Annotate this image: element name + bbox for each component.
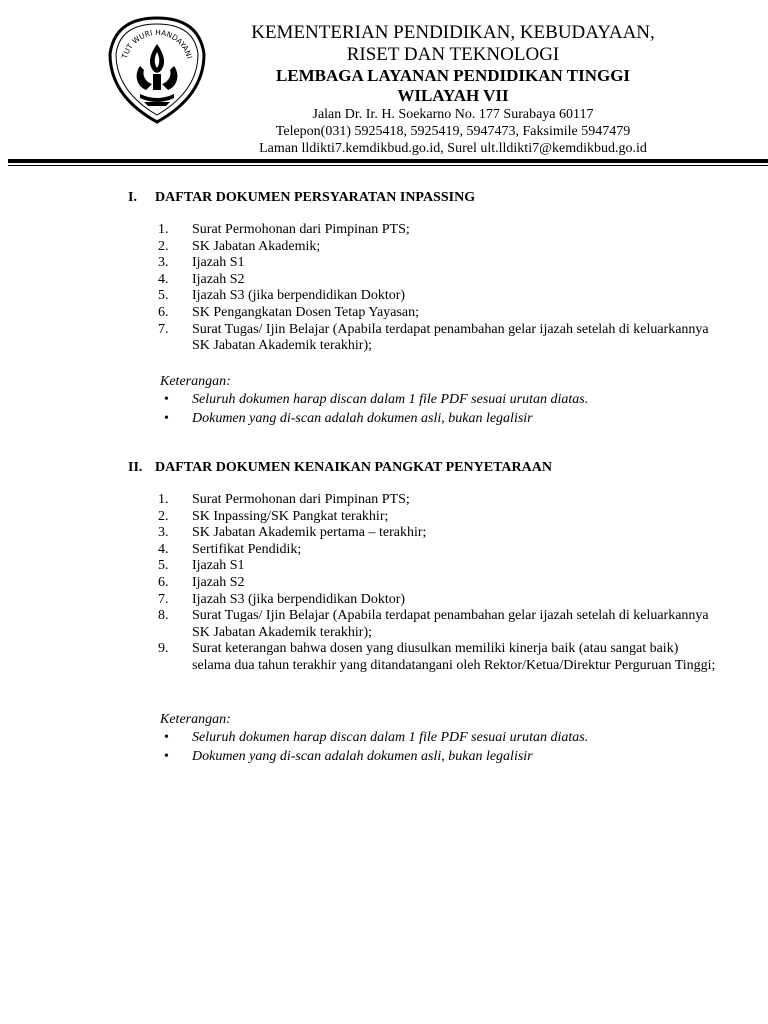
list-item (158, 509, 718, 526)
item-number: 8. (158, 608, 169, 624)
list-item (158, 592, 718, 609)
item-text: SK Inpassing/SK Pangkat terakhir; (192, 508, 389, 524)
item-text: Surat Permohonan dari Pimpinan PTS; (192, 222, 410, 237)
list-item (158, 525, 718, 542)
item-text: Surat Tugas/ Ijin Belajar (Apabila terdapat penambahan gelar ijazah setelah di keluarkannya SK Jabatan Akademik terakhir); (192, 321, 709, 354)
item-number: 7. (158, 321, 169, 337)
section-2-note-label: Keterangan: (160, 712, 231, 727)
item-number: 4. (158, 271, 169, 287)
list-item (158, 222, 718, 239)
section-1-notes (160, 390, 720, 428)
list-item (158, 641, 718, 674)
item-text: Ijazah S1 (192, 255, 245, 271)
item-number: 7. (158, 591, 169, 607)
institution-region: WILAYAH VII (397, 86, 509, 105)
item-text: Ijazah S2 (192, 574, 245, 590)
section-2-notes (160, 728, 720, 766)
section-1-number: I. (128, 190, 137, 205)
note-text: Seluruh dokumen harap discan dalam 1 file PDF sesuai urutan diatas. (192, 730, 589, 745)
item-number: 5. (158, 288, 169, 304)
letterhead (216, 22, 690, 157)
note-text: Seluruh dokumen harap discan dalam 1 file PDF sesuai urutan diatas. (192, 392, 589, 407)
item-number: 3. (158, 525, 169, 541)
list-item (158, 305, 718, 322)
item-number: 3. (158, 255, 169, 271)
item-text: SK Jabatan Akademik; (192, 238, 321, 254)
note-item (160, 728, 720, 747)
item-text: Ijazah S3 (jika berpendidikan Doktor) (192, 591, 406, 607)
institution-name: LEMBAGA LAYANAN PENDIDIKAN TINGGI (275, 66, 631, 85)
logo-motto-text: TUT WURI HANDAYANI (119, 27, 195, 60)
item-number: 2. (158, 238, 169, 254)
ministry-name-line2: RISET DAN TEKNOLOGI (346, 44, 560, 65)
letterhead-rule-thin (8, 165, 768, 166)
list-item (158, 322, 718, 355)
bullet-icon: • (164, 749, 169, 764)
note-text: Dokumen yang di-scan adalah dokumen asli, bukan legalisir (192, 749, 533, 764)
item-number: 5. (158, 558, 169, 574)
item-text: Sertifikat Pendidik; (192, 541, 302, 557)
note-item (160, 390, 720, 409)
item-text: Surat Tugas/ Ijin Belajar (Apabila terdapat penambahan gelar ijazah setelah di keluarkannya SK Jabatan Akademik terakhir); (192, 608, 709, 640)
list-item (158, 542, 718, 559)
list-item (158, 575, 718, 592)
list-item (158, 272, 718, 289)
note-item (160, 747, 720, 766)
item-number: 1. (158, 492, 169, 507)
bullet-icon: • (164, 392, 169, 407)
note-text: Dokumen yang di-scan adalah dokumen asli, bukan legalisir (192, 411, 533, 426)
item-text: SK Jabatan Akademik pertama – terakhir; (192, 525, 427, 541)
list-item (158, 239, 718, 256)
letterhead-rule-thick (8, 159, 768, 163)
tut-wuri-handayani-logo (104, 14, 210, 126)
section-1-list (158, 222, 718, 355)
address-line: Jalan Dr. Ir. H. Soekarno No. 177 Surabaya 60117 (312, 107, 594, 122)
item-number: 2. (158, 508, 169, 524)
list-item (158, 558, 718, 575)
item-number: 6. (158, 304, 169, 320)
item-number: 6. (158, 574, 169, 590)
item-number: 4. (158, 541, 169, 557)
bullet-icon: • (164, 411, 169, 426)
web-line: Laman lldikti7.kemdikbud.go.id, Surel ult.lldikti7@kemdikbud.go.id (259, 141, 647, 156)
list-item (158, 608, 718, 641)
list-item (158, 288, 718, 305)
item-text: SK Pengangkatan Dosen Tetap Yayasan; (192, 304, 420, 320)
list-item (158, 255, 718, 272)
section-2-title (128, 459, 552, 476)
note-item (160, 409, 720, 428)
section-1-note-label: Keterangan: (160, 374, 231, 389)
list-item (158, 492, 718, 509)
phone-line: Telepon(031) 5925418, 5925419, 5947473, Faksimile 5947479 (275, 124, 631, 139)
item-text: Ijazah S1 (192, 558, 245, 574)
item-text: Surat keterangan bahwa dosen yang diusulkan memiliki kinerja baik (atau sangat baik) selama dua tahun terakhir yang ditandatangani oleh Rektor/Ketua/Direktur Perguruan Tinggi; (192, 641, 716, 673)
bullet-icon: • (164, 730, 169, 745)
item-text: Surat Permohonan dari Pimpinan PTS; (192, 492, 410, 507)
section-1-heading: DAFTAR DOKUMEN PERSYARATAN INPASSING (155, 190, 476, 205)
ministry-name-line1: KEMENTERIAN PENDIDIKAN, KEBUDAYAAN, (251, 22, 655, 43)
item-number: 9. (158, 641, 169, 657)
section-2-number: II. (128, 460, 143, 475)
item-number: 1. (158, 222, 169, 237)
section-2-list (158, 492, 718, 675)
section-1-title (128, 189, 475, 206)
item-text: Ijazah S2 (192, 271, 245, 287)
section-2-heading: DAFTAR DOKUMEN KENAIKAN PANGKAT PENYETARAAN (155, 460, 552, 475)
item-text: Ijazah S3 (jika berpendidikan Doktor) (192, 288, 406, 304)
